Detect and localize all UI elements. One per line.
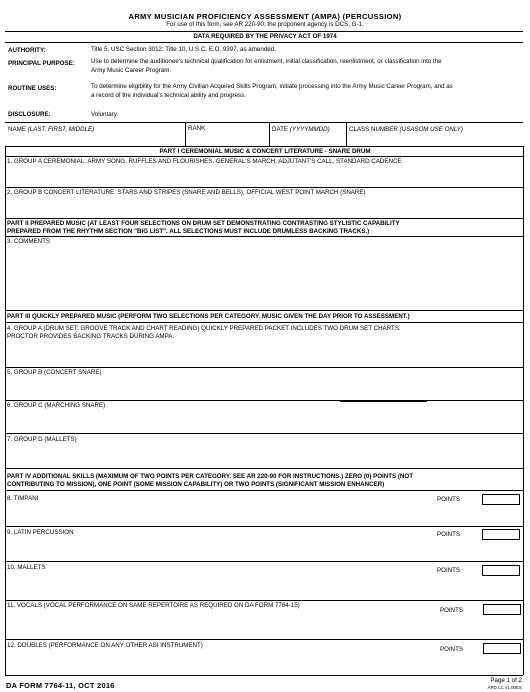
disclosure-text: Voluntary. bbox=[91, 111, 119, 118]
rank-label: RANK bbox=[188, 125, 206, 132]
divider bbox=[5, 310, 523, 311]
part2-heading: PREPARED FROM THE RHYTHM SECTION "BIG LIST". ALL SELECTIONS MUST INCLUDE DRUMLESS BACKING TRACKS.) bbox=[7, 228, 370, 235]
routine-uses-label: ROUTINE USES: bbox=[8, 85, 57, 92]
item4-field[interactable] bbox=[6, 342, 522, 366]
item9-label: 9. LATIN PERCUSSION bbox=[7, 529, 74, 536]
name-label: NAME bbox=[8, 126, 26, 133]
class-number-field[interactable] bbox=[348, 133, 522, 145]
item11-field[interactable] bbox=[6, 611, 426, 637]
date-field[interactable] bbox=[271, 133, 345, 145]
divider bbox=[5, 146, 523, 147]
version-label: APD LC v1.00ES bbox=[487, 685, 522, 690]
form-id: DA FORM 7764-11, OCT 2016 bbox=[6, 681, 115, 690]
item10-field[interactable] bbox=[6, 573, 426, 597]
divider bbox=[5, 122, 523, 123]
item12-points-label: POINTS bbox=[440, 646, 464, 653]
item5-label: 5. GROUP B (CONCERT SNARE) bbox=[7, 369, 102, 376]
divider bbox=[5, 322, 523, 323]
divider bbox=[340, 401, 427, 402]
item9-field[interactable] bbox=[6, 538, 426, 558]
item8-points-input[interactable] bbox=[482, 494, 520, 505]
divider bbox=[5, 675, 523, 676]
part4-heading: PART IV ADDITIONAL SKILLS (MAXIMUM OF TWO POINTS PER CATEGORY. SEE AR 220-90 FOR INSTRUCTIONS.) ZERO (0) POINTS (NOT bbox=[7, 473, 413, 480]
divider bbox=[5, 367, 523, 368]
item3-label: 3. COMMENTS bbox=[7, 238, 50, 245]
class-number-hint: (USASOM USE ONLY) bbox=[399, 126, 463, 133]
divider bbox=[346, 122, 347, 146]
rank-field[interactable] bbox=[187, 133, 267, 145]
divider bbox=[5, 468, 523, 469]
item7-label: 7. GROUP D (MALLETS) bbox=[7, 436, 77, 443]
divider bbox=[5, 433, 523, 434]
item10-label: 10. MALLETS bbox=[7, 564, 46, 571]
divider bbox=[5, 561, 523, 562]
item11-label: 11. VOCALS (VOCAL PERFORMANCE ON SAME REPERTOIRE AS REQUIRED ON DA FORM 7764-15) bbox=[7, 602, 300, 609]
divider bbox=[269, 122, 270, 146]
part2-heading: PART II PREPARED MUSIC (AT LEAST FOUR SELECTIONS ON DRUM SET DEMONSTRATING CONTRASTING STYLISTIC CAPABILITY bbox=[7, 220, 400, 227]
class-number-label: CLASS NUMBER bbox=[349, 126, 400, 133]
divider bbox=[5, 31, 523, 32]
item9-points-label: POINTS bbox=[437, 531, 461, 538]
item6-label: 6. GROUP C (MARCHING SNARE) bbox=[7, 402, 106, 409]
item1-field[interactable] bbox=[6, 166, 522, 186]
part1-heading: PART I CEREMONIAL MUSIC & CONCERT LITERATURE - SNARE DRUM bbox=[159, 148, 371, 155]
date-hint: (YYYYMMDD) bbox=[289, 126, 330, 133]
item4-label: 4. GROUP A (DRUM SET: GROOVE TRACK AND CHART READING) QUICKLY PREPARED PACKET INCLUDES TWO DRUM SET CHARTS. bbox=[7, 325, 401, 332]
purpose-text: Army Music Career Program. bbox=[91, 67, 172, 74]
item9-points-input[interactable] bbox=[482, 529, 520, 540]
privacy-header: DATA REQUIRED BY THE PRIVACY ACT OF 1974 bbox=[193, 33, 337, 40]
authority-text: Title 5, USC Section 3012; Title 10, U.S.C. E.O. 9397, as amended. bbox=[91, 46, 276, 53]
divider bbox=[5, 218, 523, 219]
routine-uses-text: To determine eligibility for the Army Civilian Acquired Skills Program, initiate processing into the Army Music Career Program, and as bbox=[91, 83, 453, 90]
page-number: Page 1 of 2 bbox=[490, 677, 522, 684]
item10-points-label: POINTS bbox=[437, 567, 461, 574]
form-border-right bbox=[523, 146, 524, 675]
divider bbox=[185, 122, 186, 146]
item3-comments-field[interactable] bbox=[6, 246, 522, 308]
name-field[interactable] bbox=[6, 133, 183, 145]
name-hint: (LAST, FIRST, MIDDLE) bbox=[25, 126, 95, 133]
item1-label: 1. GROUP A CEREMONIAL: ARMY SONG, RUFFLES AND FLOURISHES, GENERAL'S MARCH, ADJUTANT'S CALL, STANDARD CADENCE bbox=[7, 158, 402, 165]
date-label: DATE bbox=[272, 126, 290, 133]
purpose-label: PRINCIPAL PURPOSE: bbox=[8, 60, 75, 67]
divider bbox=[5, 400, 523, 401]
item8-points-label: POINTS bbox=[437, 496, 461, 503]
part3-heading: PART III QUICKLY PREPARED MUSIC (PERFORM TWO SELECTIONS PER CATEGORY. MUSIC GIVEN THE DAY PRIOR TO ASSESSMENT.) bbox=[7, 313, 410, 320]
item12-label: 12. DOUBLES (PERFORMANCE ON ANY OTHER ASI INSTRUMENT) bbox=[7, 642, 203, 649]
item12-points-input[interactable] bbox=[483, 643, 521, 654]
item11-points-label: POINTS bbox=[440, 607, 464, 614]
divider bbox=[5, 490, 523, 491]
form-subtitle: For use of this form, see AR 220-90; the proponent agency is DCS, G-1. bbox=[166, 21, 364, 28]
item2-label: 2. GROUP B CONCERT LITERATURE: STARS AND STRIPES (SNARE AND BELLS), OFFICIAL WEST POINT MARCH (SNARE) bbox=[7, 189, 366, 196]
form-border-left bbox=[5, 146, 6, 675]
divider bbox=[5, 600, 523, 601]
divider bbox=[5, 187, 523, 188]
divider bbox=[5, 526, 523, 527]
divider bbox=[5, 236, 523, 237]
item10-points-input[interactable] bbox=[482, 565, 520, 576]
item5-field[interactable] bbox=[6, 377, 522, 399]
item4-label: PROCTOR PROVIDES BACKING TRACKS DURING AMPA. bbox=[7, 333, 175, 340]
part4-heading: CONTRIBUTING TO MISSION), ONE POINT (SOME MISSION CAPABILITY) OR TWO POINTS (SIGNIFICANT MISSION ENHANCER) bbox=[7, 481, 385, 488]
routine-uses-text: a record of the individual's technical ability and progress. bbox=[91, 92, 246, 99]
item2-field[interactable] bbox=[6, 197, 522, 217]
item7-field[interactable] bbox=[6, 444, 522, 466]
divider bbox=[5, 639, 523, 640]
divider bbox=[5, 156, 523, 157]
item11-points-input[interactable] bbox=[483, 604, 521, 615]
authority-label: AUTHORITY: bbox=[8, 47, 46, 54]
purpose-text: Use to determine the auditionee's technical qualification for enlistment, initial classification, reenlistment, or classification into the bbox=[91, 58, 442, 65]
item8-field[interactable] bbox=[6, 504, 426, 524]
divider bbox=[5, 42, 523, 43]
form-title: ARMY MUSICIAN PROFICIENCY ASSESSMENT (AMPA) (PERCUSSION) bbox=[128, 12, 402, 21]
item12-field[interactable] bbox=[6, 651, 426, 673]
disclosure-label: DISCLOSURE: bbox=[8, 111, 51, 118]
item6-field[interactable] bbox=[6, 410, 522, 432]
item8-label: 8. TIMPANI bbox=[7, 495, 39, 502]
